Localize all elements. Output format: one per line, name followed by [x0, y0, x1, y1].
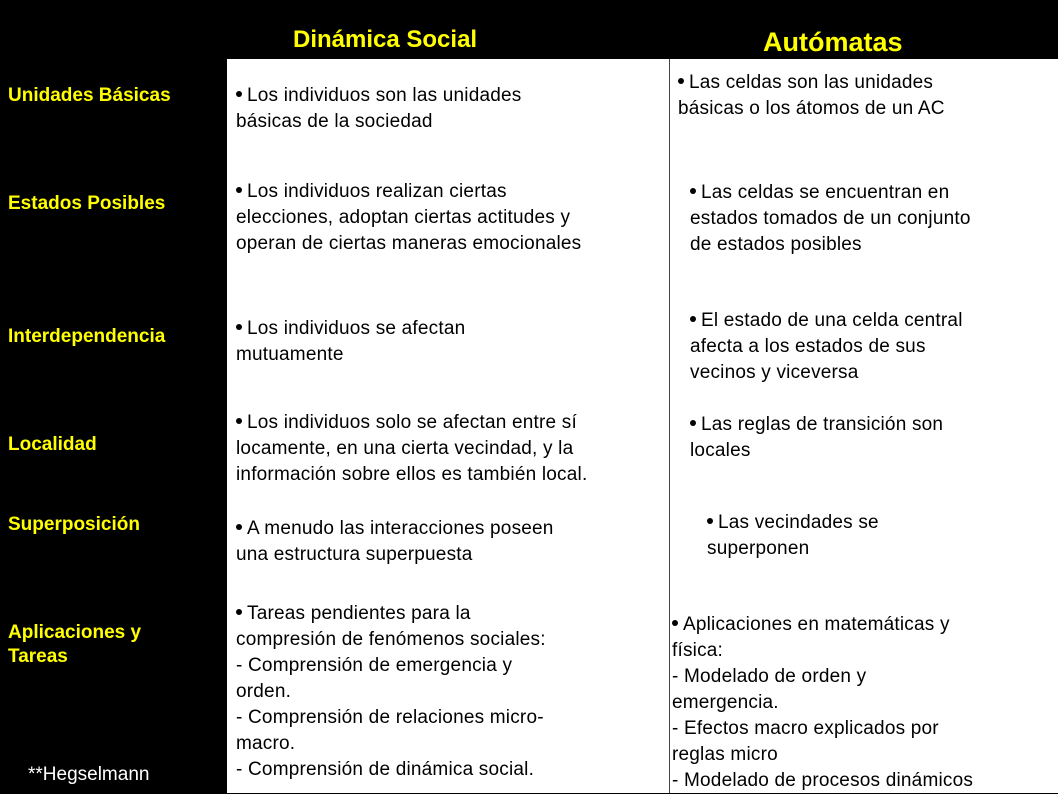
- bullet-icon: [236, 524, 242, 530]
- automata-cell-unidades: Las celdas son las unidades básicas o los átomos de un AC: [678, 72, 945, 119]
- row-label-unidades: Unidades Básicas: [8, 85, 171, 106]
- social-cell-unidades: Los individuos son las unidades básicas de la sociedad: [236, 85, 522, 132]
- bullet-icon: [690, 420, 696, 426]
- row-label-localidad: Localidad: [8, 434, 97, 455]
- bullet-icon: [236, 609, 242, 615]
- bullet-icon: [236, 324, 242, 330]
- bullet-icon: [678, 78, 684, 84]
- row-label-estados: Estados Posibles: [8, 193, 166, 214]
- footnote: **Hegselmann: [28, 764, 150, 785]
- social-cell-aplicaciones: Tareas pendientes para la compresión de fenómenos sociales: - Comprensión de emergencia y orden. - Comprensión de relaciones micro- macro. - Comprensión de dinámica social.: [236, 603, 546, 780]
- bullet-icon: [236, 418, 242, 424]
- row-label-interdependencia: Interdependencia: [8, 326, 166, 347]
- automata-cell-estados: Las celdas se encuentran en estados tomados de un conjunto de estados posibles: [690, 182, 971, 255]
- automata-cell-aplicaciones: Aplicaciones en matemáticas y física: - Modelado de orden y emergencia. - Efectos macro explicados por reglas micro - Modelado de procesos dinámicos: [672, 614, 974, 791]
- social-cell-interdependencia: Los individuos se afectan mutuamente: [236, 318, 466, 365]
- automata-cell-superposicion: Las vecindades se superponen: [707, 512, 879, 559]
- bullet-icon: [236, 91, 242, 97]
- row-label-aplicaciones: Aplicaciones y Tareas: [8, 622, 142, 667]
- social-cell-superposicion: A menudo las interacciones poseen una estructura superpuesta: [236, 518, 554, 565]
- automata-cell-interdependencia: El estado de una celda central afecta a los estados de sus vecinos y viceversa: [690, 310, 963, 383]
- social-cell-localidad: Los individuos solo se afectan entre sí locamente, en una cierta vecindad, y la información sobre ellos es también local.: [236, 412, 588, 485]
- header-social: Dinámica Social: [293, 26, 478, 53]
- row-label-superposicion: Superposición: [8, 514, 140, 535]
- column-divider: [669, 59, 670, 793]
- bullet-icon: [707, 518, 713, 524]
- bullet-icon: [672, 620, 678, 626]
- bullet-icon: [690, 316, 696, 322]
- header-automata: Autómatas: [763, 27, 903, 57]
- bullet-icon: [690, 188, 696, 194]
- bullet-icon: [236, 187, 242, 193]
- social-cell-estados: Los individuos realizan ciertas elecciones, adoptan ciertas actitudes y operan de ciertas maneras emocionales: [236, 181, 582, 254]
- automata-cell-localidad: Las reglas de transición son locales: [690, 414, 944, 461]
